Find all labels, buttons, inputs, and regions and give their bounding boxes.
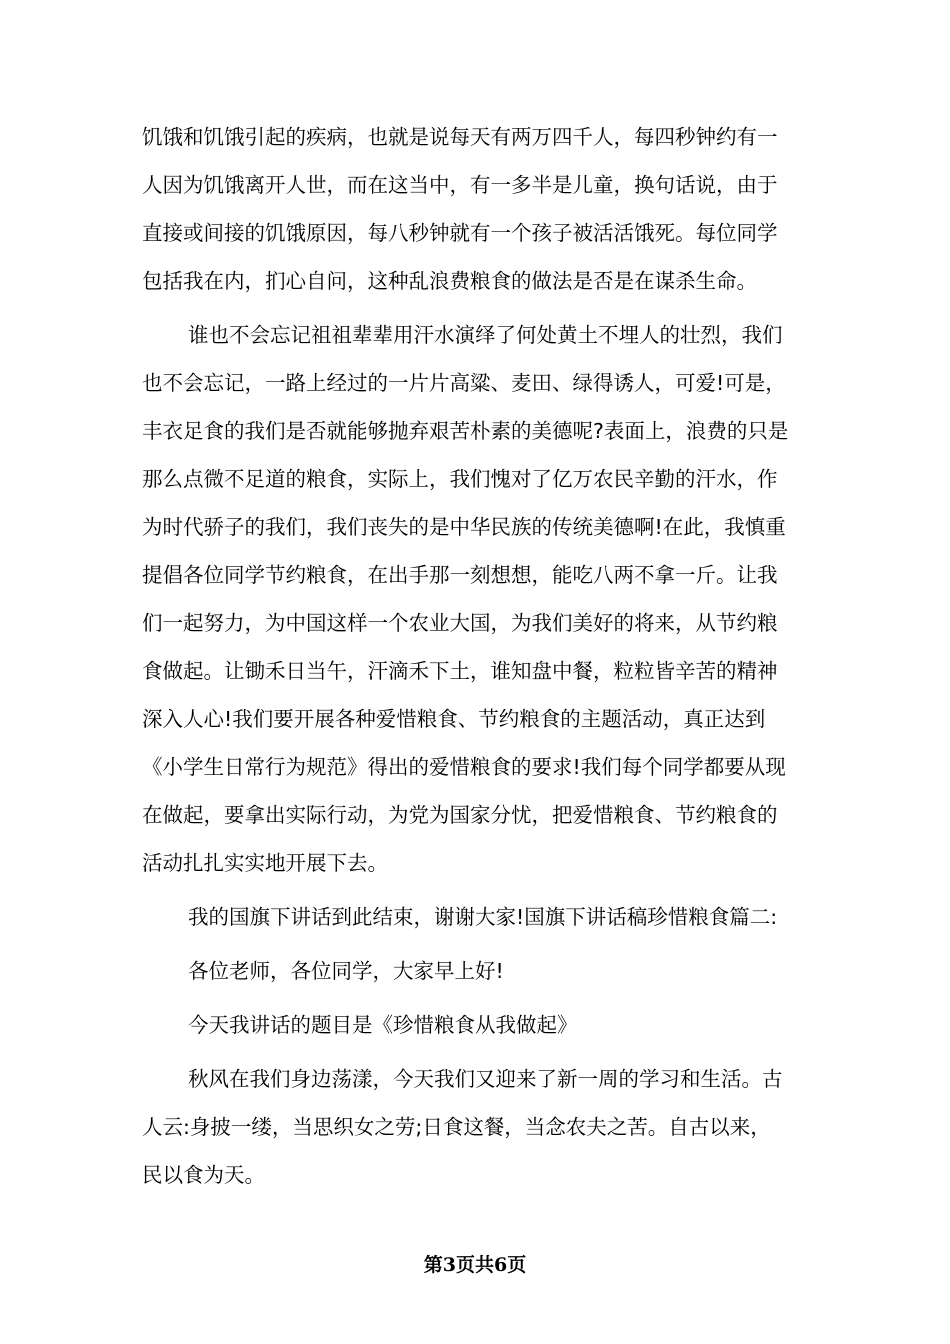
paragraph-line: 们一起努力，为中国这样一个农业大国，为我们美好的将来，从节约粮 <box>142 611 778 635</box>
paragraph-line: 民以食为天。 <box>142 1163 265 1187</box>
paragraph-line: 《小学生日常行为规范》得出的爱惜粮食的要求!我们每个同学都要从现 <box>142 755 786 779</box>
paragraph-line: 谁也不会忘记祖祖辈辈用汗水演绎了何处黄土不埋人的壮烈，我们 <box>188 323 783 347</box>
paragraph-line: 那么点微不足道的粮食，实际上，我们愧对了亿万农民辛勤的汗水，作 <box>142 467 778 491</box>
page-number: 第3页共6页 <box>423 1254 527 1276</box>
paragraph-line: 深入人心!我们要开展各种爱惜粮食、节约粮食的主题活动，真正达到 <box>142 707 766 731</box>
paragraph-line: 直接或间接的饥饿原因，每八秒钟就有一个孩子被活活饿死。每位同学 <box>142 221 778 245</box>
paragraph-line: 我的国旗下讲话到此结束，谢谢大家!国旗下讲话稿珍惜粮食篇二: <box>188 905 778 929</box>
paragraph-line: 丰衣足食的我们是否就能够抛弃艰苦朴素的美德呢?表面上，浪费的只是 <box>142 419 789 443</box>
paragraph-line: 包括我在内，扪心自问，这种乱浪费粮食的做法是否是在谋杀生命。 <box>142 269 757 293</box>
greeting-line: 各位老师，各位同学，大家早上好! <box>188 959 504 983</box>
paragraph-line: 提倡各位同学节约粮食，在出手那一刻想想，能吃八两不拿一斤。让我 <box>142 563 778 587</box>
paragraph-line: 人云:身披一缕，当思织女之劳;日食这餐，当念农夫之苦。自古以来， <box>142 1115 771 1139</box>
paragraph-line: 也不会忘记，一路上经过的一片片高粱、麦田、绿得诱人，可爱!可是， <box>142 371 786 395</box>
paragraph-line: 在做起，要拿出实际行动，为党为国家分忧，把爱惜粮食、节约粮食的 <box>142 803 778 827</box>
paragraph-line: 食做起。让锄禾日当午，汗滴禾下土，谁知盘中餐，粒粒皆辛苦的精神 <box>142 659 778 683</box>
paragraph-line: 活动扎扎实实地开展下去。 <box>142 851 388 875</box>
paragraph-line: 人因为饥饿离开人世，而在这当中，有一多半是儿童，换句话说，由于 <box>142 173 778 197</box>
paragraph-line: 秋风在我们身边荡漾，今天我们又迎来了新一周的学习和生活。古 <box>188 1067 783 1091</box>
paragraph-line: 饥饿和饥饿引起的疾病，也就是说每天有两万四千人，每四秒钟约有一 <box>142 125 778 149</box>
speech-title-line: 今天我讲话的题目是《珍惜粮食从我做起》 <box>188 1013 578 1037</box>
paragraph-line: 为时代骄子的我们，我们丧失的是中华民族的传统美德啊!在此，我慎重 <box>142 515 786 539</box>
